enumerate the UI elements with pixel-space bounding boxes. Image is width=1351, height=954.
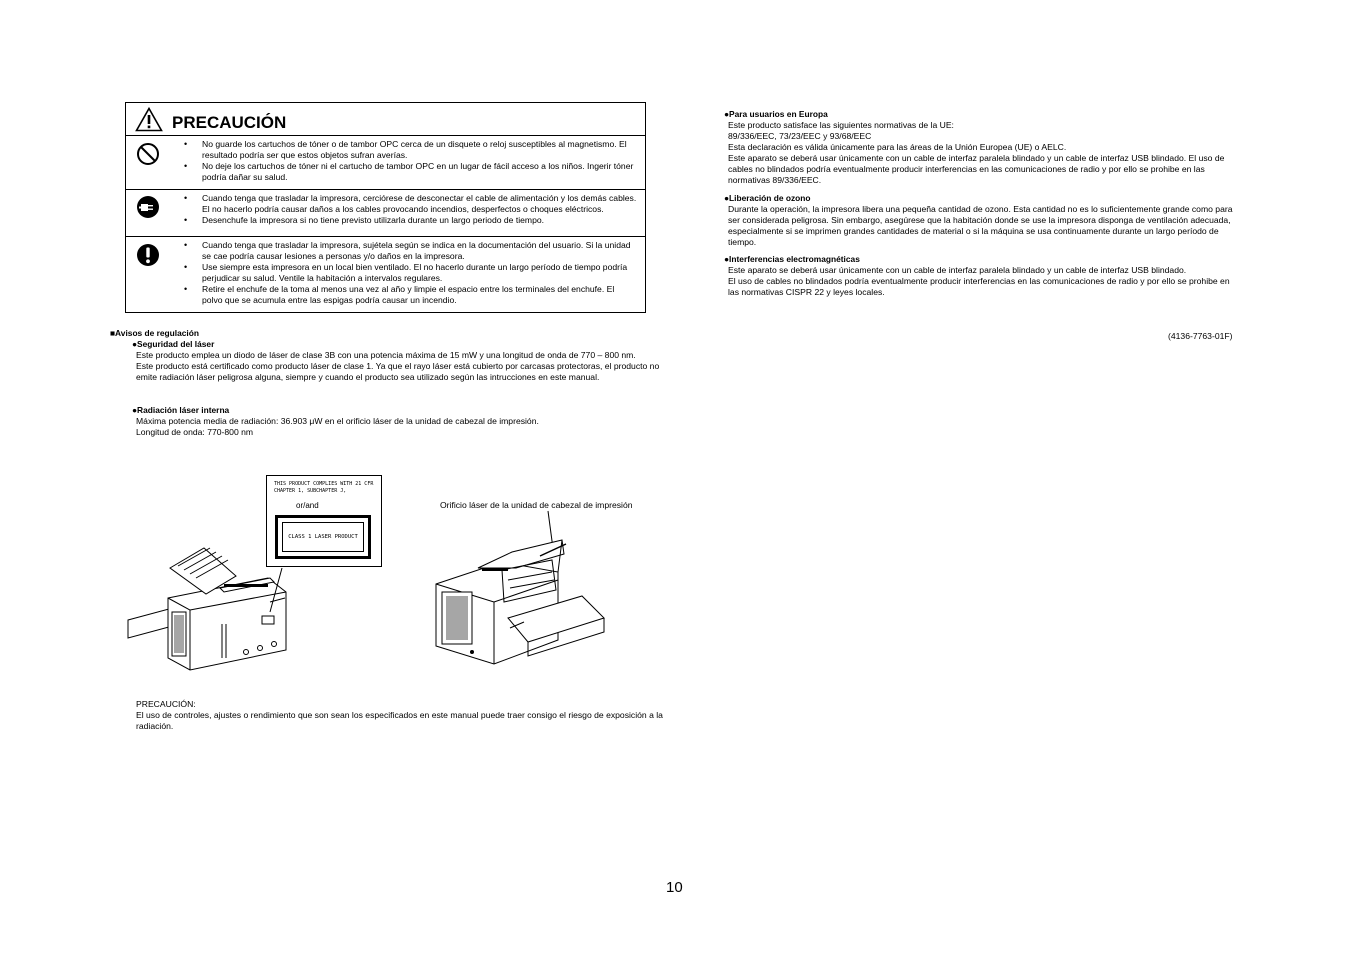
laser-radiation-heading: ●Radiación láser interna: [132, 405, 230, 415]
exclamation-icon: [136, 243, 160, 267]
compliance-text: [274, 481, 373, 495]
europe-section: [724, 109, 1239, 186]
caution-row-handling: [126, 237, 645, 312]
document-code: (4136-7763-01F): [1168, 331, 1233, 341]
caution-item: • Use siempre esta impresora en un local bien ventilado. El no hacerlo durante un largo período de tiempo podría perjudicar su salud. Ventile la habitación a intervalos regulares.: [202, 262, 637, 284]
caution-list: [126, 190, 645, 229]
caution-item: • Cuando tenga que trasladar la impresora, cerciórese de desconectar el cable de alimentación y los demás cables. El no hacerlo podría causar daños a los cables provocando incendios, desperfectos o choques eléctricos.: [202, 193, 637, 215]
caution-item: • Cuando tenga que trasladar la impresora, sujétela según se indica en la documentación del usuario. Si la unidad se cae podría causar lesiones a personas y/o daños en la impresora.: [202, 240, 637, 262]
laser-radiation-text: [136, 416, 676, 438]
text-line: El uso de cables no blindados podría eventualmente producir interferencias en las comunicaciones de radio y por ello se prohibe en las normativas CISPR 22 y leyes locales.: [728, 276, 1230, 297]
class1-label-text: CLASS 1 LASER PRODUCT: [282, 522, 364, 552]
regulation-heading: ■Avisos de regulación: [110, 328, 199, 338]
or-and-text: or/and: [296, 501, 319, 510]
text-line: Máxima potencia media de radiación: 36.903 μW en el orificio láser de la unidad de cabezal de impresión.: [136, 416, 539, 426]
europe-heading: ●Para usuarios en Europa: [724, 109, 828, 119]
emi-heading: ●Interferencias electromagnéticas: [724, 254, 860, 264]
laser-safety-heading: ●Seguridad del láser: [132, 339, 215, 349]
unplug-icon: [136, 195, 160, 219]
caution-item: • Retire el enchufe de la toma al menos una vez al año y limpie el espacio entre los terminales del enchufe. El polvo que se acumula entre las espigas podría causar un incendio.: [202, 284, 637, 306]
caution-item: • Desenchufe la impresora si no tiene previsto utilizarla durante un largo periodo de tiempo.: [202, 215, 637, 226]
laser-aperture-label: Orificio láser de la unidad de cabezal de impresión: [440, 500, 633, 510]
prohibition-icon: [136, 142, 160, 166]
caution-title: PRECAUCIÓN: [172, 113, 287, 132]
caution-header: [126, 103, 645, 136]
caution-box: [125, 102, 646, 313]
text-line: Este producto satisface las siguientes normativas de la UE:: [728, 120, 954, 130]
emi-section: [724, 254, 1239, 298]
caution-row-magnetism: [126, 136, 645, 190]
ozone-heading: ●Liberación de ozono: [724, 193, 811, 203]
ozone-section: [724, 193, 1239, 248]
text-line: Longitud de onda: 770-800 nm: [136, 427, 254, 437]
laser-safety-text: [136, 350, 676, 383]
printer-rear-illustration: [120, 540, 320, 680]
ozone-text: Durante la operación, la impresora libera una pequeña cantidad de ozono. Esta cantidad no es lo suficientemente grande como para ser considerada peligrosa. Sin embargo, asegúrese que la habitación donde se use la impresora disponga de ventilación adecuada, especialmente si se imprimen grandes cantidades de material o si la máquina se usa continuamente durante un largo período de tiempo.: [728, 204, 1233, 247]
text-line: Este aparato se deberá usar únicamente con un cable de interfaz paralela blindado y un cable de interfaz USB blindado.: [728, 265, 1187, 275]
caution-item: • No deje los cartuchos de tóner ni el cartucho de tambor OPC en un lugar de fácil acceso a los niños. Ingerir tóner podría dañar su salud.: [202, 161, 637, 183]
caution-note: [136, 699, 676, 732]
compliance-line: THIS PRODUCT COMPLIES WITH 21 CFR: [274, 481, 374, 487]
page-number: 10: [666, 879, 683, 896]
caution-item: • No guarde los cartuchos de tóner o de tambor OPC cerca de un disquete o reloj susceptibles al magnetismo. El resultado podría ser que estos objetos sufran averías.: [202, 139, 637, 161]
caution-note-title: PRECAUCIÓN:: [136, 699, 196, 709]
text-line: Esta declaración es válida únicamente para las áreas de la Unión Europea (UE) o AELC.: [728, 142, 1067, 152]
text-line: Este aparato se deberá usar únicamente con un cable de interfaz paralela blindado y un cable de interfaz USB blindado. El uso de cables no blindados podría eventualmente producir interferencias en las comunicaciones de radio y por ello se prohibe en las normativas 89/336/EEC.: [728, 153, 1225, 185]
text-line: 89/336/EEC, 73/23/EEC y 93/68/EEC: [728, 131, 872, 141]
paragraph: Este producto está certificado como producto láser de clase 1. Ya que el rayo láser está cubierto por carcasas protectoras, el producto no emite radiación láser peligrosa alguna, siempre y cuando el producto sea utilizado según las intrucciones en este manual.: [136, 361, 660, 382]
caution-row-unplug: [126, 190, 645, 237]
caution-list: [126, 136, 645, 186]
caution-note-text: El uso de controles, ajustes o rendimiento que son sean los especificados en este manual puede traer consigo el riesgo de exposición a la radiación.: [136, 710, 663, 731]
compliance-line: CHAPTER 1, SUBCHAPTER J,: [274, 488, 347, 494]
caution-list: [126, 237, 645, 309]
warning-triangle-icon: [135, 107, 163, 132]
printer-open-illustration: [432, 510, 612, 680]
paragraph: Este producto emplea un diodo de láser de clase 3B con una potencia máxima de 15 mW y una longitud de onda de 770 – 800 nm.: [136, 350, 636, 360]
